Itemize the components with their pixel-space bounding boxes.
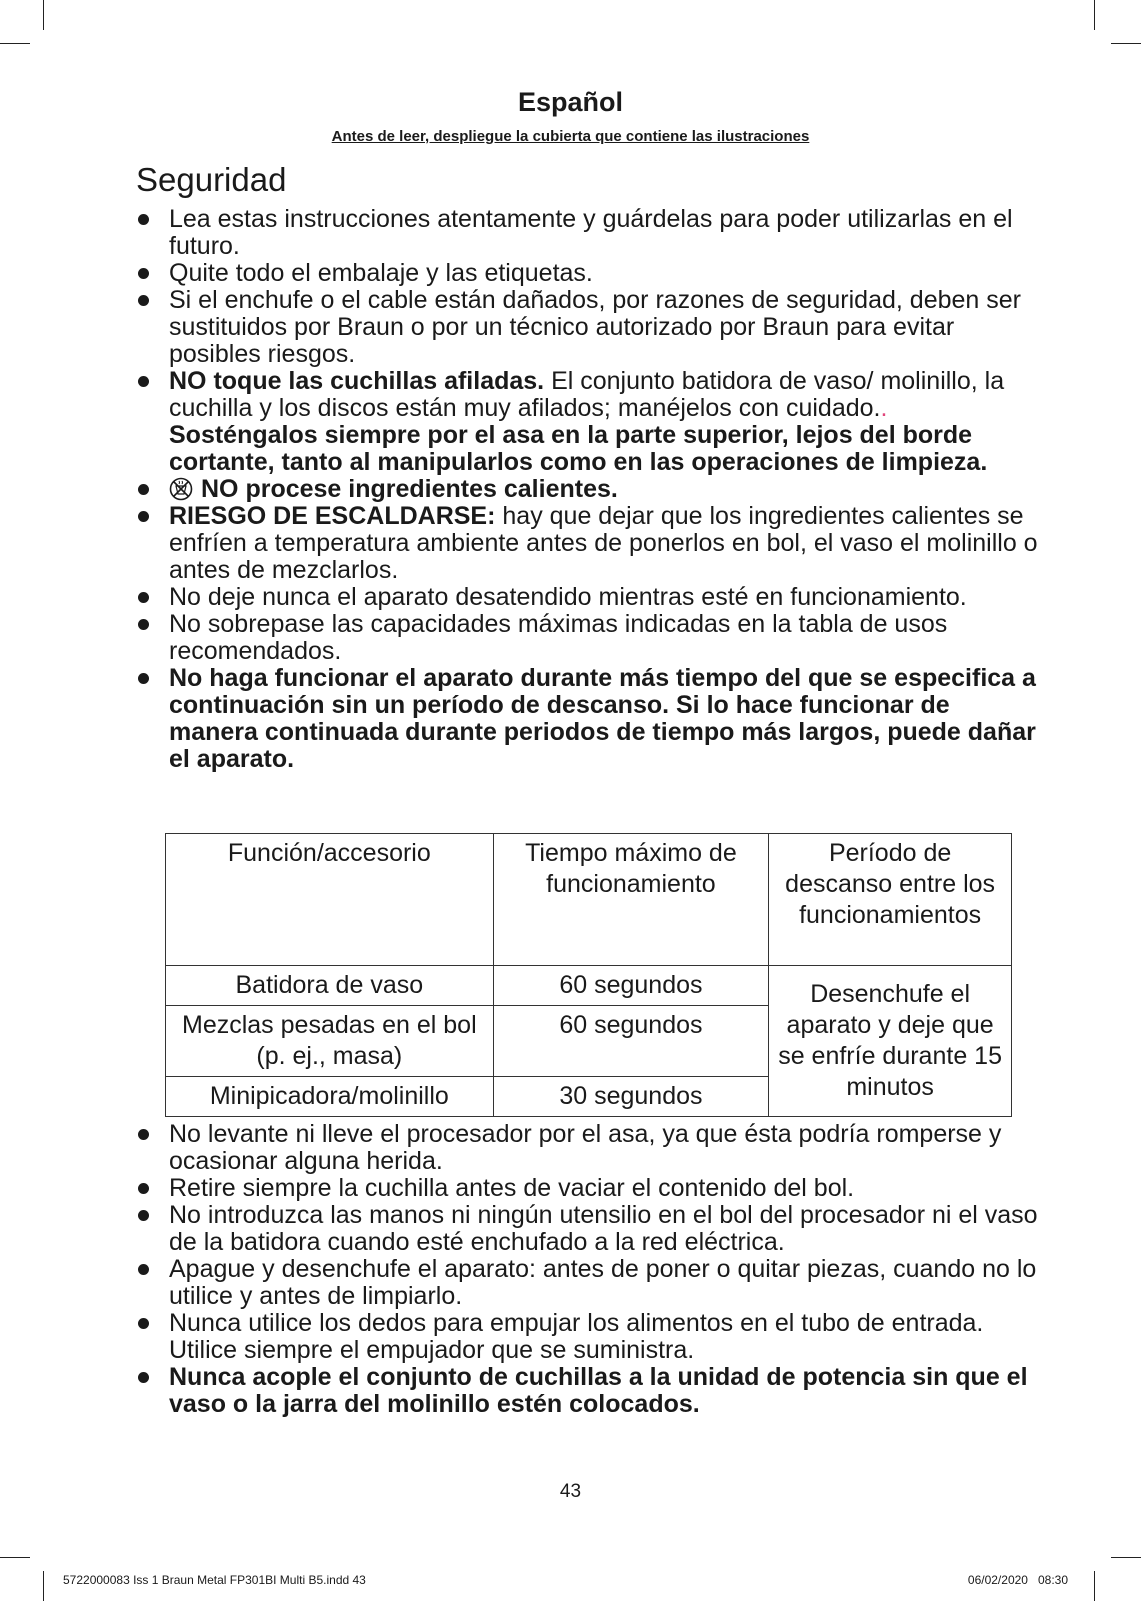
list-item [136, 206, 1041, 260]
list-item [136, 611, 1041, 665]
list-item [136, 584, 1041, 611]
table-cell-rest: Desenchufe el aparato y deje que se enfríe durante 15 minutos [769, 966, 1012, 1117]
bullet-bold-lead: RIESGO DE ESCALDARSE: [169, 502, 496, 530]
accent-dot: . [880, 394, 888, 422]
list-item [136, 287, 1041, 368]
bullet-text: Si el enchufe o el cable están dañados, por razones de seguridad, deben ser sustituidos por Braun o por un técnico autorizado por Braun para evitar posibles riesgos. [169, 286, 1021, 368]
bullet-text: Quite todo el embalaje y las etiquetas. [169, 259, 593, 287]
list-item [136, 1256, 1041, 1310]
bullet-bold-lead: No haga funcionar el aparato durante más tiempo del que se especifica a continuación sin un período de descanso. Si lo hace funcionar de manera continuada durante periodos de tiempo más largos, puede dañar el aparato. [169, 664, 1036, 773]
bullet-text: Nunca utilice los dedos para empujar los alimentos en el tubo de entrada. Utilice siempre el empujador que se suministra. [169, 1309, 984, 1364]
table-cell-time: 60 segundos [493, 1006, 769, 1077]
list-item [136, 368, 1041, 476]
crop-mark [0, 1557, 30, 1558]
bullet-bold-tail: Sosténgalos siempre por el asa en la parte superior, lejos del borde cortante, tanto al manipularlos como en las operaciones de limpieza. [169, 421, 988, 476]
crop-mark [0, 43, 30, 44]
bullet-text: No introduzca las manos ni ningún utensilio en el bol del procesador ni el vaso de la batidora cuando esté enchufado a la red eléctrica. [169, 1201, 1038, 1256]
bullet-bold-lead: NO procese ingredientes calientes. [201, 475, 618, 503]
section-title: Seguridad [136, 161, 287, 198]
list-item [136, 260, 1041, 287]
no-hot-ingredients-icon [169, 477, 193, 501]
crop-mark [1094, 0, 1095, 30]
crop-mark [1111, 43, 1141, 44]
table-header-cell: Tiempo máximo de funcionamiento [493, 834, 769, 966]
bullet-text: El conjunto batidora de vaso/ molinillo, la cuchilla y los discos están muy afilados; manéjelos con cuidado. [169, 367, 1005, 422]
crop-mark [1111, 1557, 1141, 1558]
table-cell-time: 30 segundos [493, 1077, 769, 1117]
bullet-text: No levante ni lleve el procesador por el asa, ya que ésta podría romperse y ocasionar alguna herida. [169, 1120, 1002, 1175]
table-cell-time: 60 segundos [493, 966, 769, 1006]
safety-list-top [136, 206, 1041, 773]
table-row [166, 966, 1012, 1006]
footer-file-info: 5722000083 Iss 1 Braun Metal FP301BI Multi B5.indd 43 [63, 1573, 366, 1587]
list-item [136, 1121, 1041, 1175]
list-item [136, 503, 1041, 584]
crop-mark [1094, 1571, 1095, 1601]
bullet-text: hay que dejar que los ingredientes calientes se enfríen a temperatura ambiente antes de ponerlos en bol, el vaso el molinillo o antes de mezclarlos. [169, 502, 1038, 584]
bullet-text: Retire siempre la cuchilla antes de vaciar el contenido del bol. [169, 1174, 855, 1202]
cover-note: Antes de leer, despliegue la cubierta que contiene las ilustraciones [331, 128, 810, 145]
list-item [136, 665, 1041, 773]
bullet-bold-lead: Nunca acople el conjunto de cuchillas a la unidad de potencia sin que el vaso o la jarra del molinillo estén colocados. [169, 1363, 1028, 1418]
table-header-cell: Función/accesorio [166, 834, 494, 966]
bullet-bold-lead: NO toque las cuchillas afiladas. [169, 367, 545, 395]
page-heading: Español [517, 87, 624, 117]
operating-time-table [165, 833, 1012, 1117]
list-item [136, 1364, 1041, 1418]
bullet-text: No sobrepase las capacidades máximas indicadas en la tabla de usos recomendados. [169, 610, 948, 665]
list-item [136, 476, 1041, 503]
bullet-text: No deje nunca el aparato desatendido mientras esté en funcionamiento. [169, 583, 967, 611]
list-item [136, 1202, 1041, 1256]
table-cell-function: Mezclas pesadas en el bol (p. ej., masa) [166, 1006, 494, 1077]
table-header-row [166, 834, 1012, 966]
crop-mark [43, 0, 44, 30]
footer-date: 06/02/2020 08:30 [967, 1573, 1068, 1587]
safety-list-bottom [136, 1121, 1041, 1418]
crop-mark [43, 1571, 44, 1601]
list-item [136, 1175, 1041, 1202]
table-cell-function: Minipicadora/molinillo [166, 1077, 494, 1117]
bullet-text: Lea estas instrucciones atentamente y guárdelas para poder utilizarlas en el futuro. [169, 205, 1013, 260]
table-header-cell: Período de descanso entre los funcionamientos [769, 834, 1012, 966]
bullet-text: Apague y desenchufe el aparato: antes de poner o quitar piezas, cuando no lo utilice y antes de limpiarlo. [169, 1255, 1037, 1310]
table-cell-function: Batidora de vaso [166, 966, 494, 1006]
page-number: 43 [559, 1481, 582, 1502]
list-item [136, 1310, 1041, 1364]
